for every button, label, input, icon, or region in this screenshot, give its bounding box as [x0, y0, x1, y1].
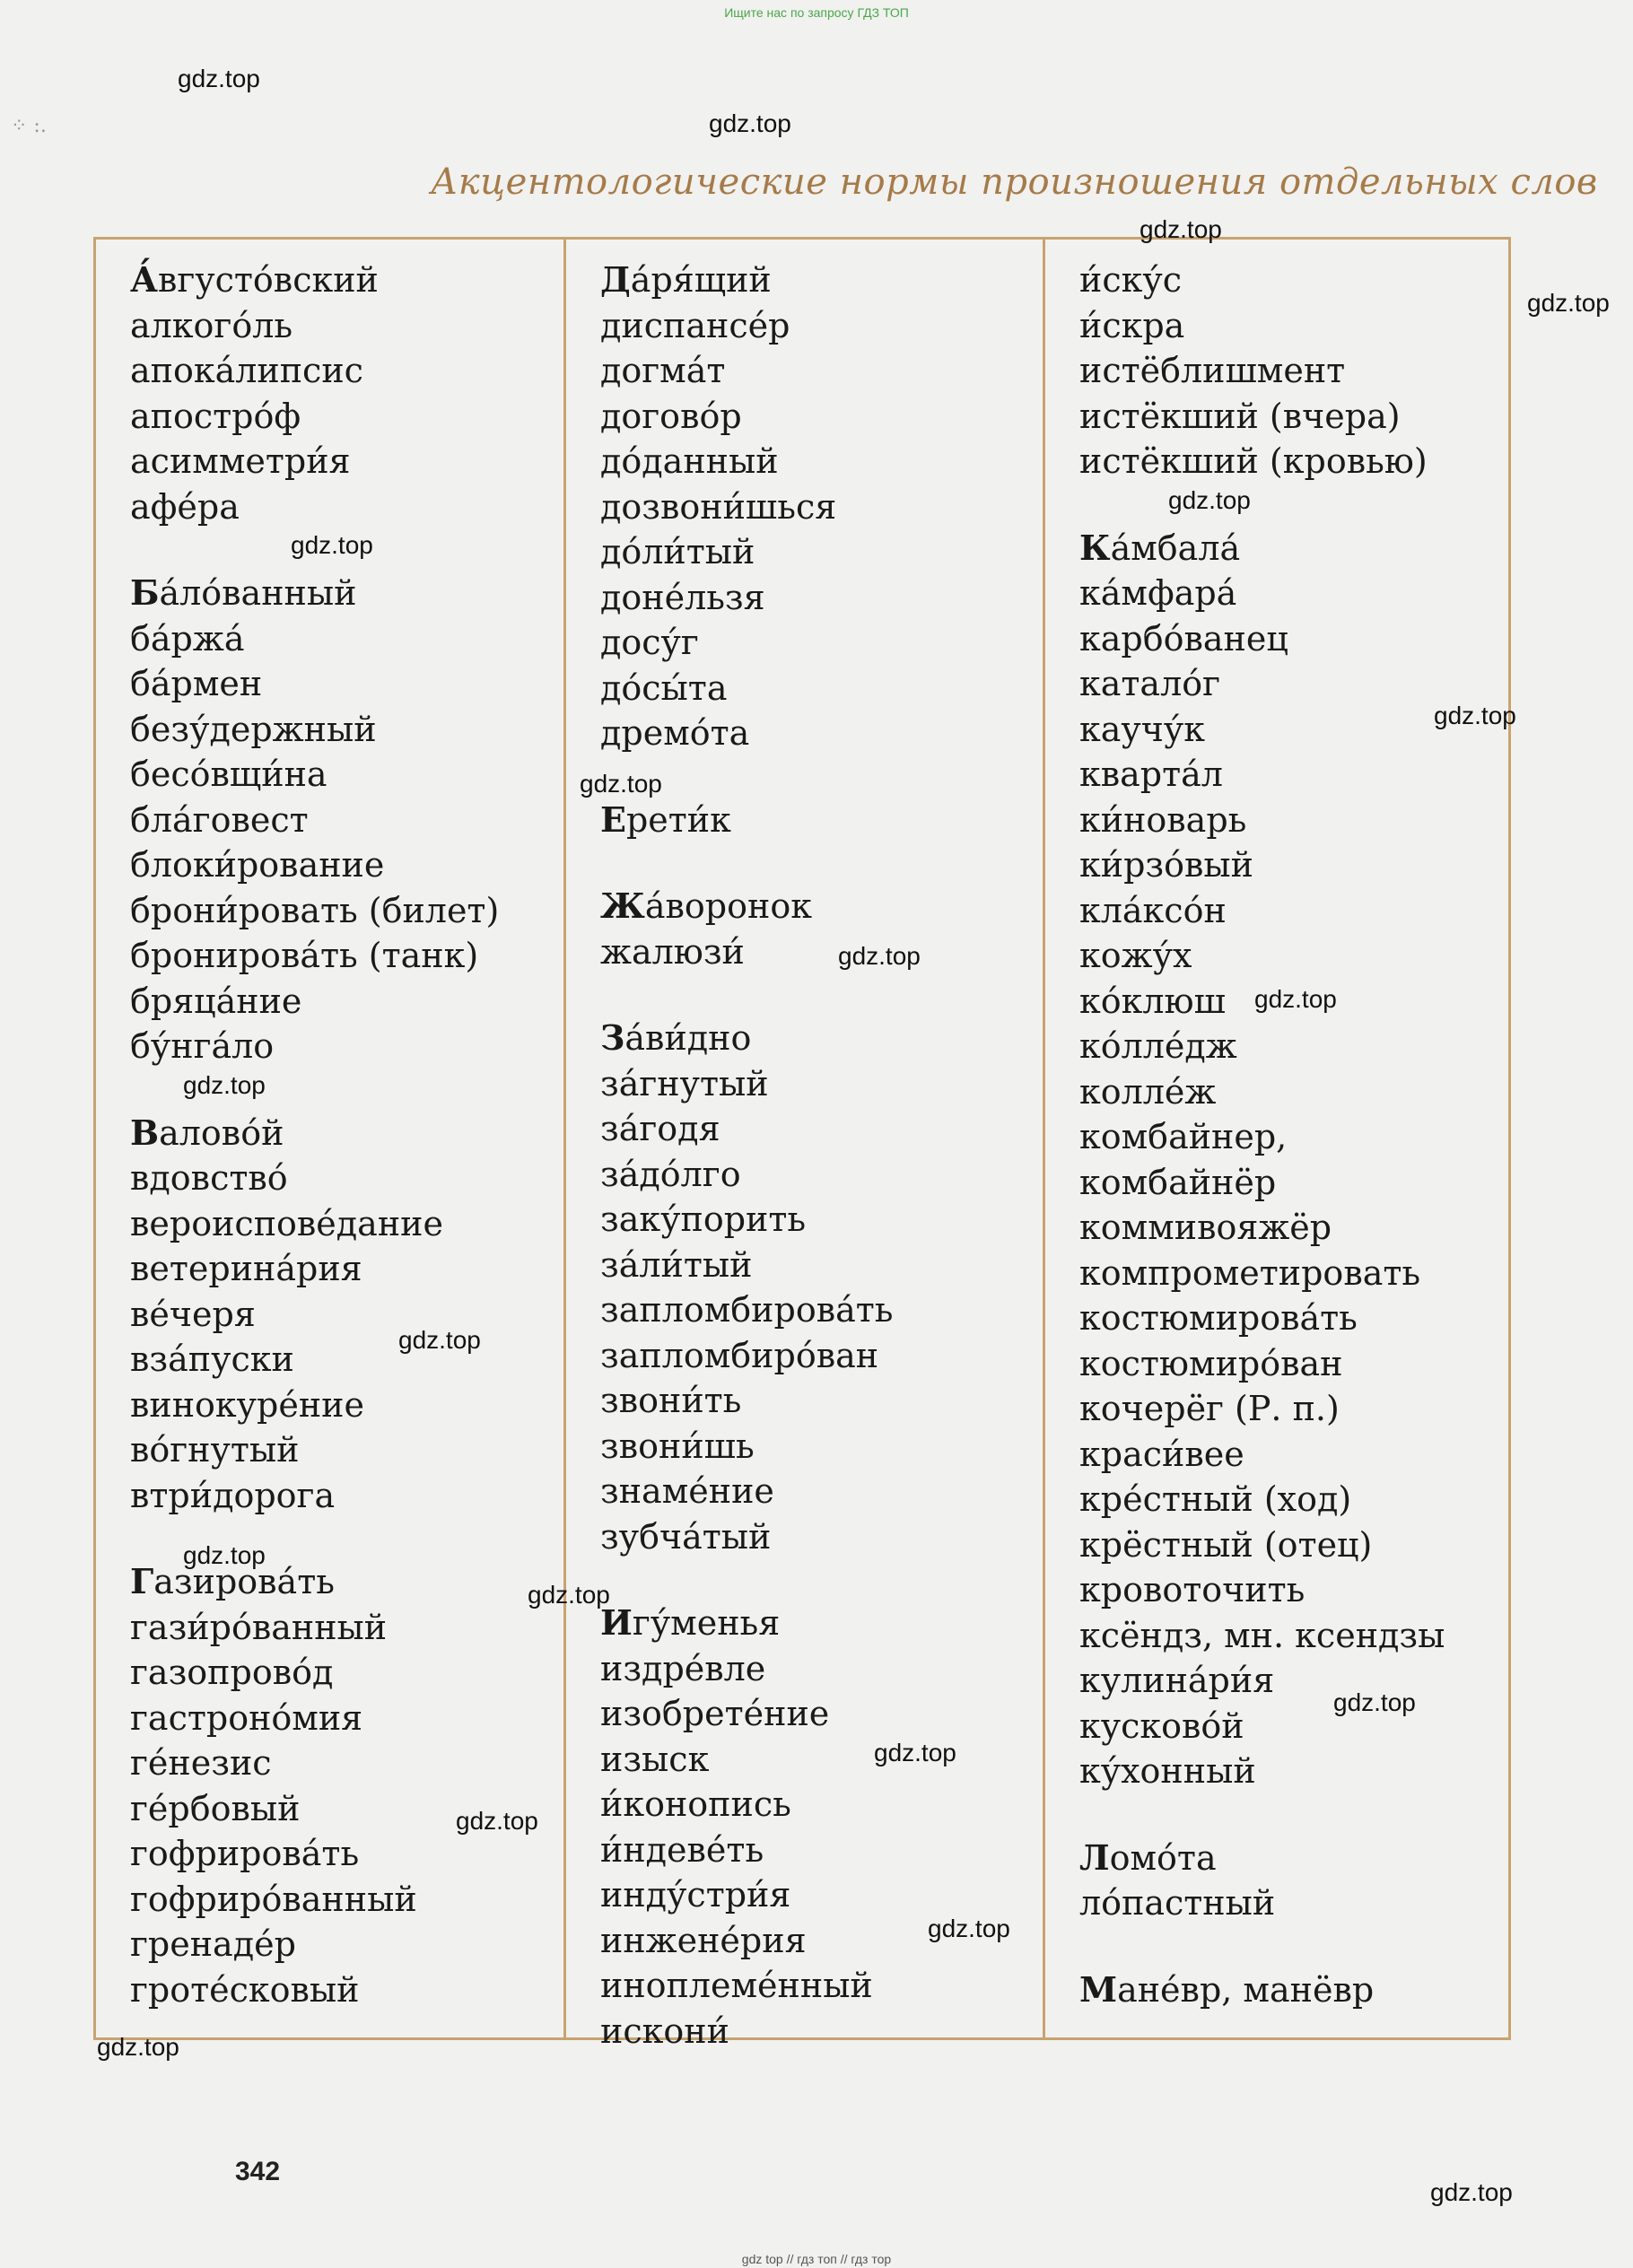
word-group — [1079, 1967, 1508, 2013]
word-entry: заку́порить — [600, 1199, 807, 1239]
word-entry: кулина́ри́я — [1079, 1661, 1275, 1700]
word-entry: костюмирова́ть — [1079, 1298, 1358, 1338]
word-entry: знаме́ние — [600, 1471, 774, 1511]
word-entry: газопрово́д — [130, 1653, 334, 1692]
watermark: gdz.top — [97, 2033, 179, 2061]
word-entry: Валово́й — [130, 1112, 284, 1153]
word-entry: ге́незис — [130, 1743, 272, 1783]
word-entry: Мане́вр, манёвр — [1079, 1968, 1375, 2010]
word-group — [1079, 1836, 1508, 1926]
word-entry: изыск — [600, 1739, 710, 1779]
word-entry: и́ндеве́ть — [600, 1829, 764, 1870]
word-entry: гроте́сковый — [130, 1969, 360, 2010]
word-entry: Газирова́ть — [130, 1561, 335, 1601]
watermark: gdz.top — [1527, 289, 1610, 317]
word-entry: диспансе́р — [600, 305, 790, 345]
word-entry: Ломо́та — [1079, 1836, 1217, 1878]
word-entry: издре́вле — [600, 1648, 766, 1688]
word-entry: ко́клюш — [1079, 981, 1226, 1021]
word-entry: ло́пастный — [1079, 1883, 1276, 1923]
watermark: gdz.top — [183, 1541, 266, 1569]
word-entry: запломбиро́ван — [600, 1335, 879, 1375]
word-entry: за́гнутый — [600, 1063, 769, 1103]
word-entry: ветерина́рия — [130, 1249, 362, 1288]
watermark: gdz.top — [1333, 1688, 1416, 1716]
word-entry: жалюзи́ — [600, 931, 745, 972]
word-entry: догово́р — [600, 396, 742, 436]
word-entry: догма́т — [600, 351, 726, 390]
word-entry: компрометировать — [1079, 1252, 1421, 1293]
word-entry: звони́шь — [600, 1426, 755, 1466]
word-entry: Игу́менья — [600, 1602, 781, 1643]
word-group — [600, 257, 1043, 756]
word-group — [130, 1559, 563, 2012]
word-entry: кожу́х — [1079, 936, 1192, 975]
word-entry: запломбирова́ть — [600, 1290, 894, 1330]
word-entry: Ерети́к — [600, 798, 731, 840]
word-entry: до́ли́тый — [600, 532, 755, 571]
word-entry: ки́рзо́вый — [1079, 845, 1253, 885]
word-entry: гренаде́р — [130, 1924, 296, 1964]
word-entry: доне́льзя — [600, 577, 765, 617]
word-entry: дозвони́шься — [600, 486, 837, 527]
watermark: gdz.top — [709, 109, 791, 137]
word-entry: истёкший (вчера) — [1079, 396, 1401, 436]
word-entry: во́гнутый — [130, 1430, 300, 1470]
watermark: gdz.top — [291, 531, 373, 559]
word-entry: за́годя — [600, 1109, 720, 1148]
watermark: gdz.top — [874, 1739, 956, 1766]
word-entry: истёкший (кровью) — [1079, 441, 1428, 481]
watermark: gdz.top — [928, 1915, 1010, 1942]
word-entry: кре́стный (ход) — [1079, 1479, 1352, 1519]
word-entry: за́до́лго — [600, 1154, 741, 1194]
word-entry: каучу́к — [1079, 709, 1205, 749]
word-entry: Ба́ло́ванный — [130, 572, 357, 613]
word-entry: колле́ж — [1079, 1071, 1217, 1112]
word-entry: бу́нга́ло — [130, 1026, 275, 1066]
word-group — [600, 798, 1043, 843]
word-entry: крёстный (отец) — [1079, 1524, 1373, 1565]
word-entry: Ка́мбала́ — [1079, 527, 1241, 568]
word-entry: апока́липсис — [130, 351, 363, 390]
word-entry: блоки́рование — [130, 845, 385, 885]
word-group — [130, 257, 563, 529]
word-entry: искони́ — [600, 2011, 729, 2051]
word-entry: кварта́л — [1079, 755, 1223, 794]
word-group — [130, 1111, 563, 1519]
word-group — [1079, 257, 1508, 484]
watermark: gdz.top — [178, 65, 260, 92]
word-entry: кусково́й — [1079, 1705, 1244, 1746]
word-entry: кровоточить — [1079, 1570, 1306, 1609]
word-entry: апостро́ф — [130, 396, 301, 436]
word-entry: ку́хонный — [1079, 1751, 1256, 1791]
word-entry: инду́стри́я — [600, 1875, 791, 1915]
watermark: gdz.top — [398, 1326, 481, 1354]
word-entry: костюмиро́ван — [1079, 1343, 1343, 1383]
word-entry: втри́дорога — [130, 1475, 336, 1515]
word-entry: истёблишмент — [1079, 351, 1346, 390]
word-entry: дремо́та — [600, 713, 750, 753]
word-entry: бряца́ние — [130, 981, 302, 1021]
word-entry: инжене́рия — [600, 1920, 807, 1960]
word-entry: вдовство́ — [130, 1158, 288, 1198]
word-entry: иноплеме́нный — [600, 1966, 873, 2005]
column-3 — [1045, 240, 1508, 2037]
watermark: gdz.top — [1430, 2178, 1513, 2206]
word-entry: гофриро́ванный — [130, 1879, 417, 1919]
word-entry: до́сы́та — [600, 667, 728, 708]
word-entry: ка́мфара́ — [1079, 573, 1237, 613]
word-entry: и́скра — [1079, 305, 1185, 345]
column-2 — [566, 240, 1045, 2051]
word-entry: ба́рмен — [130, 664, 263, 703]
watermark: gdz.top — [456, 1807, 538, 1835]
word-entry: гастроно́мия — [130, 1697, 363, 1738]
word-entry: кочерёг (Р. п.) — [1079, 1389, 1340, 1428]
word-entry: кла́ксо́н — [1079, 890, 1227, 930]
word-entry: карбо́ванец — [1079, 618, 1288, 659]
watermark: gdz.top — [838, 942, 921, 970]
watermark: gdz.top — [528, 1581, 610, 1609]
word-entry: досу́г — [600, 623, 699, 662]
word-group — [130, 571, 563, 1069]
watermark: gdz.top — [183, 1071, 266, 1099]
word-entry: ба́ржа́ — [130, 618, 245, 659]
word-entry: ге́рбовый — [130, 1788, 301, 1828]
word-entry: ки́новарь — [1079, 799, 1247, 840]
word-entry: бронирова́ть (танк) — [130, 936, 479, 975]
word-entry: брони́ровать (билет) — [130, 890, 500, 930]
word-entry: ко́лле́дж — [1079, 1026, 1237, 1066]
watermark: gdz.top — [580, 770, 662, 798]
word-entry: звони́ть — [600, 1381, 742, 1420]
word-entry: взáпуски — [130, 1339, 294, 1379]
page-title: Акцентологические нормы произношения отдельных слов — [431, 161, 1598, 203]
word-entry: и́ску́с — [1079, 260, 1182, 300]
word-entry: краси́вее — [1079, 1434, 1244, 1474]
word-entry: бла́говест — [130, 799, 309, 840]
word-entry: изобрете́ние — [600, 1694, 830, 1733]
watermark: gdz.top — [1168, 486, 1251, 514]
word-entry: бесо́вщи́на — [130, 755, 327, 794]
word-entry: катало́г — [1079, 664, 1221, 703]
word-entry: комбайнёр — [1079, 1162, 1277, 1202]
margin-mark: ⁘ :. — [11, 115, 47, 137]
watermark: gdz.top — [1434, 702, 1516, 729]
search-hint: Ищите нас по запросу ГДЗ ТОП — [724, 5, 909, 20]
watermark: gdz.top — [1140, 215, 1222, 243]
word-entry: асимметри́я — [130, 441, 351, 481]
word-group — [600, 884, 1043, 974]
word-group — [600, 1601, 1043, 2054]
word-entry: комбайнер, — [1079, 1117, 1288, 1156]
word-entry: алкого́ль — [130, 305, 293, 345]
footer-note: gdz top // гдз топ // гдз тор — [741, 2252, 892, 2266]
page-number: 342 — [235, 2157, 281, 2186]
word-entry: гази́ро́ванный — [130, 1607, 388, 1647]
word-entry: за́ли́тый — [600, 1244, 753, 1285]
word-entry: афе́ра — [130, 486, 240, 527]
word-entry: Да́ря́щий — [600, 259, 772, 300]
word-entry: и́конопись — [600, 1784, 791, 1824]
word-entry: винокуре́ние — [130, 1384, 364, 1425]
word-entry: Жа́воронок — [600, 885, 812, 926]
watermark: gdz.top — [1254, 985, 1337, 1013]
word-entry: ве́черя — [130, 1294, 256, 1334]
word-entry: зубча́тый — [600, 1516, 772, 1557]
word-entry: безу́держный — [130, 709, 377, 749]
word-entry: За́ви́дно — [600, 1017, 752, 1058]
word-entry: А́вгусто́вский — [130, 259, 379, 300]
word-group — [600, 1016, 1043, 1559]
column-1 — [96, 240, 566, 2037]
word-entry: вероиспове́дание — [130, 1203, 443, 1243]
word-entry: до́данный — [600, 441, 779, 481]
word-entry: гофрирова́ть — [130, 1834, 360, 1873]
word-entry: ксёндз, мн. ксендзы — [1079, 1615, 1445, 1655]
word-entry: коммивояжёр — [1079, 1208, 1332, 1247]
